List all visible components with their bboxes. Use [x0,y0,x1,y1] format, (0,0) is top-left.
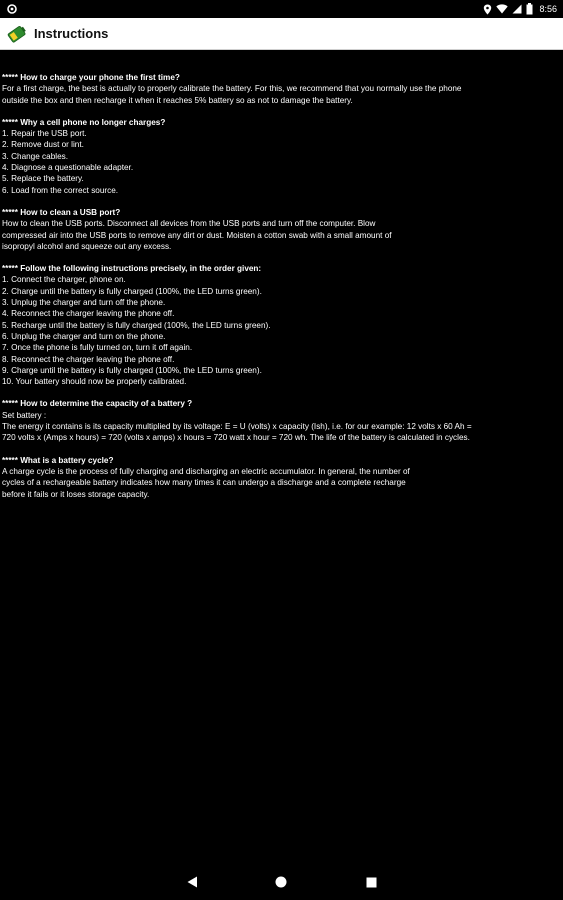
recents-button[interactable] [363,874,379,890]
battery-app-logo-icon [6,23,28,45]
back-icon [187,876,198,888]
instruction-section [2,207,561,252]
section-heading: ***** What is a battery cycle? [2,455,114,465]
instruction-section [2,72,561,106]
signal-icon [512,4,522,14]
instruction-section [2,398,561,443]
gear-icon [6,3,18,15]
status-bar [0,0,563,18]
section-line: 4. Diagnose a questionable adapter. [2,163,134,173]
section-line: 6. Load from the correct source. [2,185,119,195]
instruction-section [2,263,561,387]
page-title: Instructions [34,26,109,41]
section-line: A charge cycle is the process of fully charging and discharging an electric accumulator. In general, the number of [2,466,410,476]
section-heading: ***** Why a cell phone no longer charges? [2,117,166,127]
instruction-section [2,117,561,196]
section-line: cycles of a rechargeable battery indicates how many times it can undergo a discharge and a complete recharge [2,478,406,488]
home-icon [275,876,287,888]
home-button[interactable] [273,874,289,890]
app-bar [0,18,563,50]
instruction-section [2,455,561,500]
section-line: For a first charge, the best is actually to properly calibrate the battery. For this, we recommend that you normally use the phone [2,84,462,94]
section-line: The energy it contains is its capacity multiplied by its voltage: E = U (volts) x capacity (Ish), i.e. for our example: 12 volts x 60 Ah = [2,422,472,432]
section-line: compressed air into the USB ports to remove any dirt or dust. Moisten a cotton swab with a small amount of [2,230,392,240]
section-line: 5. Replace the battery. [2,174,84,184]
wifi-icon [496,4,508,14]
back-button[interactable] [184,874,200,890]
section-line: 720 volts x (Amps x hours) = 720 (volts x amps) x hours = 720 watt x hour = 720 wh. The life of the battery is calculated in cycles. [2,433,470,443]
section-heading: ***** How to determine the capacity of a battery ? [2,399,193,409]
section-line: 2. Remove dust or lint. [2,140,84,150]
section-line: outside the box and then recharge it when it reaches 5% battery so as not to damage the battery. [2,95,353,105]
section-line: Set battery : [2,410,47,420]
section-line: 8. Reconnect the charger leaving the phone off. [2,354,175,364]
battery-icon [526,3,533,15]
section-line: How to clean the USB ports. Disconnect all devices from the USB ports and turn off the computer. Blow [2,219,376,229]
section-line: 7. Once the phone is fully turned on, turn it off again. [2,343,193,353]
status-time: 8:56 [539,4,557,14]
location-icon [483,4,492,15]
section-heading: ***** How to clean a USB port? [2,207,121,217]
section-line: 4. Reconnect the charger leaving the phone off. [2,309,175,319]
section-line: isopropyl alcohol and squeeze out any excess. [2,241,172,251]
section-heading: ***** How to charge your phone the first time? [2,73,180,82]
section-heading: ***** Follow the following instructions precisely, in the order given: [2,264,262,274]
recents-icon [366,877,377,888]
instructions-content [0,72,563,511]
section-line: 6. Unplug the charger and turn on the phone. [2,331,166,341]
section-line: 3. Unplug the charger and turn off the phone. [2,298,166,308]
section-line: before it fails or it loses storage capacity. [2,489,150,499]
section-line: 9. Charge until the battery is fully charged (100%, the LED turns green). [2,365,262,375]
section-line: 10. Your battery should now be properly calibrated. [2,377,187,387]
section-line: 5. Recharge until the battery is fully charged (100%, the LED turns green). [2,320,271,330]
section-line: 1. Repair the USB port. [2,129,87,139]
navigation-bar [0,864,563,900]
status-icons [483,2,557,16]
section-line: 3. Change cables. [2,151,68,161]
section-line: 2. Charge until the battery is fully charged (100%, the LED turns green). [2,286,262,296]
section-line: 1. Connect the charger, phone on. [2,275,126,285]
